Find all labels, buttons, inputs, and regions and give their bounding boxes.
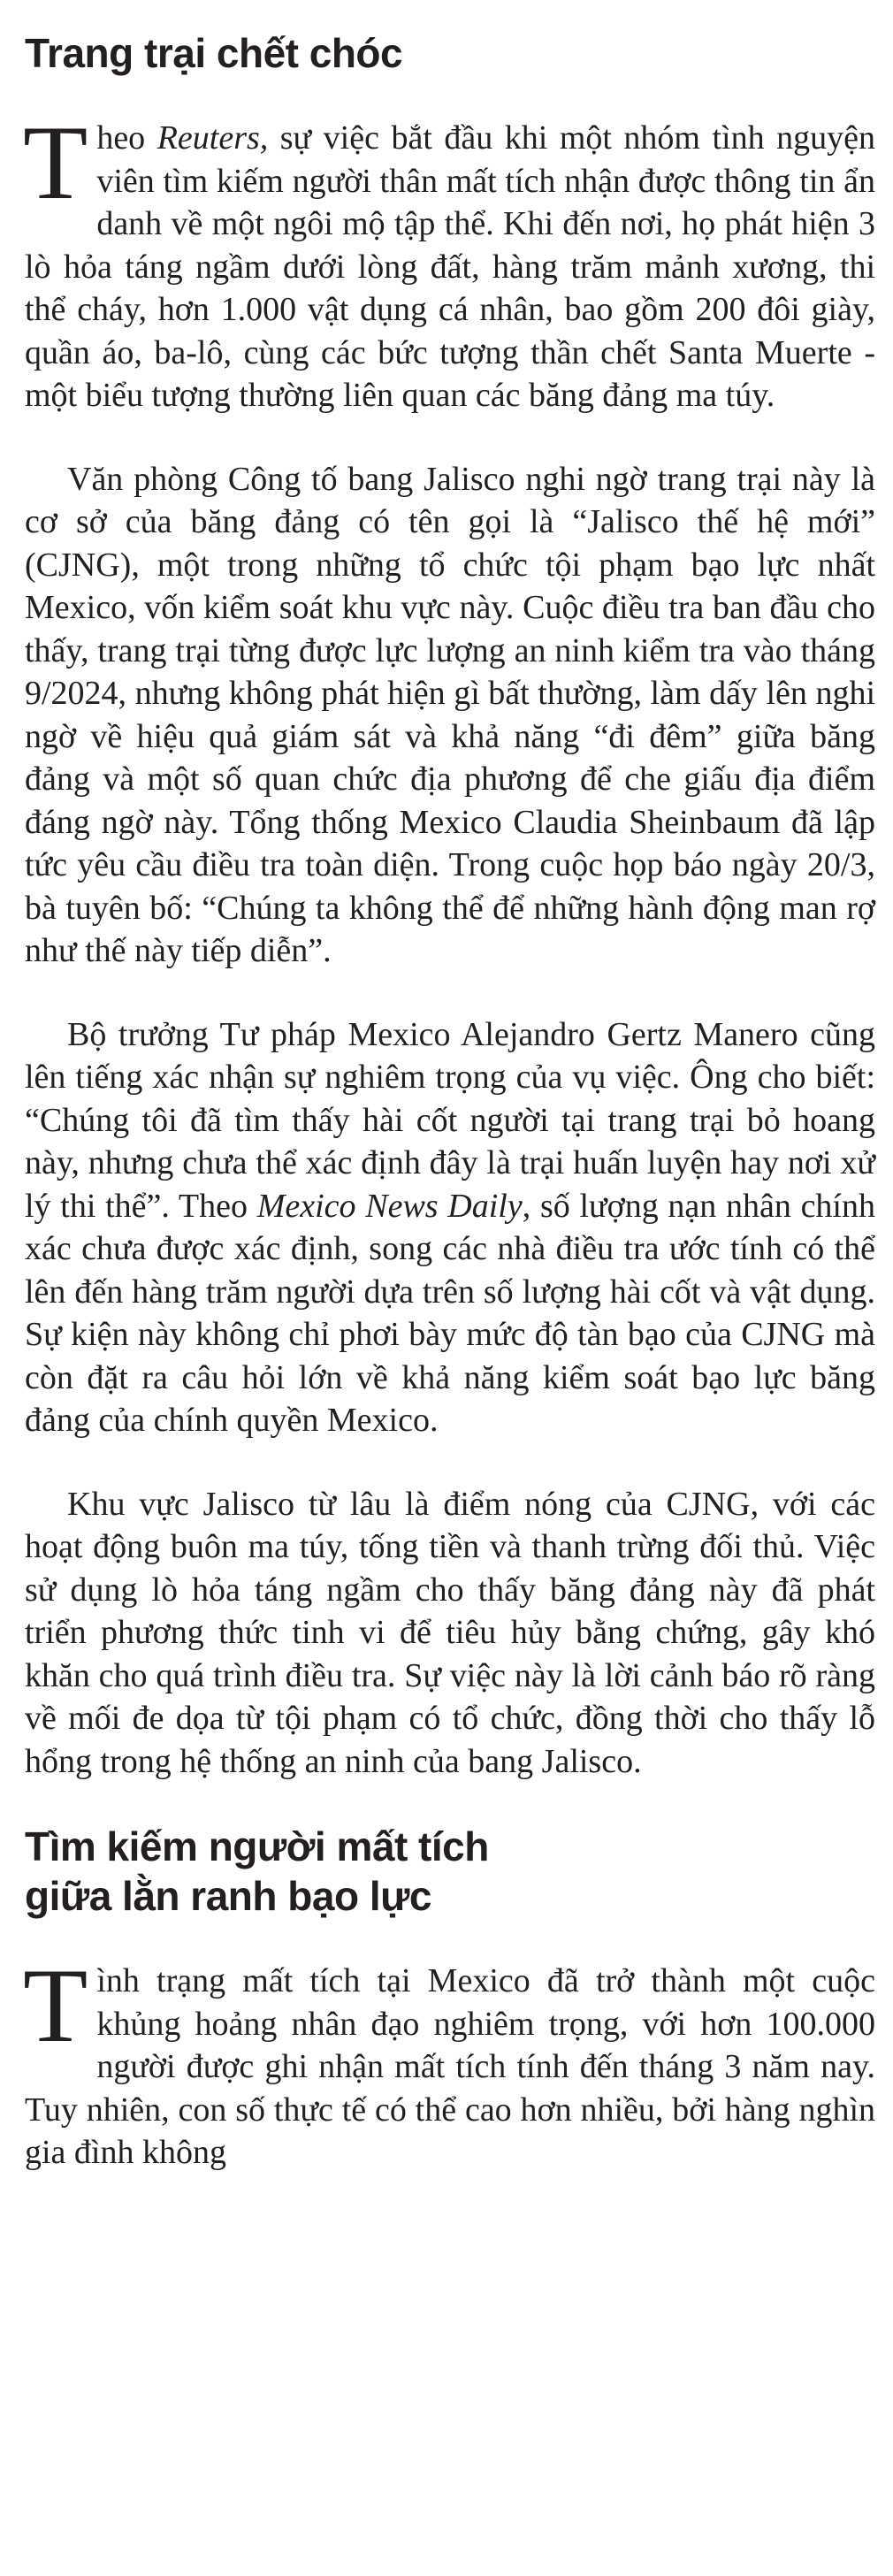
paragraph-5-text: ình trạng mất tích tại Mexico đã trở thành một cuộc khủng hoảng nhân đạo nghiêm trọng, với hơn 100.000 người được ghi nhận mất tích tính đến tháng 3 năm nay. Tuy nhiên, con số thực tế có thể cao hơn nhiều, bởi hàng nghìn gia đình không — [25, 1962, 875, 2171]
section-heading-missing-persons — [25, 1822, 875, 1921]
paragraph-3-text-a: Bộ trưởng Tư pháp Mexico Alejandro Gertz Manero cũng lên tiếng xác nhận sự nghiêm trọng của vụ việc. Ông cho biết: “Chúng tôi đã tìm thấy hài cốt người tại trang trại bỏ hoang này, nhưng chưa thể xác định đây là trại huấn luyện hay nơi xử lý thi thể”. Theo — [25, 1015, 875, 1225]
paragraph-2: Văn phòng Công tố bang Jalisco nghi ngờ trang trại này là cơ sở của băng đảng có tên gọi là “Jalisco thế hệ mới” (CJNG), một trong những tổ chức tội phạm bạo lực nhất Mexico, vốn kiểm soát khu vực này. Cuộc điều tra ban đầu cho thấy, trang trại từng được lực lượng an ninh kiểm tra vào tháng 9/2024, nhưng không phát hiện gì bất thường, làm dấy lên nghi ngờ về hiệu quả giám sát và khả năng “đi đêm” giữa băng đảng và một số quan chức địa phương để che giấu địa điểm đáng ngờ này. Tổng thống Mexico Claudia Sheinbaum đã lập tức yêu cầu điều tra toàn diện. Trong cuộc họp báo ngày 20/3, bà tuyên bố: “Chúng ta không thể để những hành động man rợ như thế này tiếp diễn”. — [25, 460, 875, 969]
paragraph-5 — [23, 1946, 875, 2175]
drop-cap-letter: T — [23, 103, 88, 221]
paragraph-3 — [25, 1013, 875, 1442]
source-name-reuters: Reuters, — [156, 119, 269, 157]
paragraph-1 — [23, 103, 875, 417]
heading-line-1: Tìm kiếm người mất tích — [25, 1823, 489, 1869]
paragraph-1-text-a: heo — [96, 119, 157, 157]
paragraph-4: Khu vực Jalisco từ lâu là điểm nóng của CJNG, với các hoạt động buôn ma túy, tống tiền và thanh trừng đối thủ. Việc sử dụng lò hỏa táng ngầm cho thấy băng đảng này đã phát triển phương thức tinh vi để tiêu hủy bằng chứng, gây khó khăn cho quá trình điều tra. Sự việc này là lời cảnh báo rõ ràng về mối đe dọa từ tội phạm có tổ chức, đồng thời cho thấy lỗ hổng trong hệ thống an ninh của bang Jalisco. — [25, 1485, 875, 1780]
drop-cap-letter-2: T — [23, 1946, 88, 2064]
heading-line-2: giữa lằn ranh bạo lực — [25, 1873, 431, 1919]
paragraph-1-text-b: sự việc bắt đầu khi một nhóm tình nguyện viên tìm kiếm người thân mất tích nhận được thông tin ẩn danh về một ngôi mộ tập thể. Khi đến nơi, họ phát hiện 3 lò hỏa táng ngầm dưới lòng đất, hàng trăm mảnh xương, thi thể cháy, hơn 1.000 vật dụng cá nhân, bao gồm 200 đôi giày, quần áo, ba-lô, cùng các bức tượng thần chết Santa Muerte - một biểu tượng thường liên quan các băng đảng ma túy. — [25, 119, 875, 414]
section-heading-farm: Trang trại chết chóc — [25, 30, 403, 76]
paragraph-3-text-b: , số lượng nạn nhân chính xác chưa được xác định, song các nhà điều tra ước tính có thể lên đến hàng trăm người dựa trên số lượng hài cốt và vật dụng. Sự kiện này không chỉ phơi bày mức độ tàn bạo của CJNG mà còn đặt ra câu hỏi lớn về khả năng kiểm soát bạo lực băng đảng của chính quyền Mexico. — [25, 1187, 875, 1439]
source-name-mexico-news-daily: Mexico News Daily — [256, 1187, 523, 1225]
